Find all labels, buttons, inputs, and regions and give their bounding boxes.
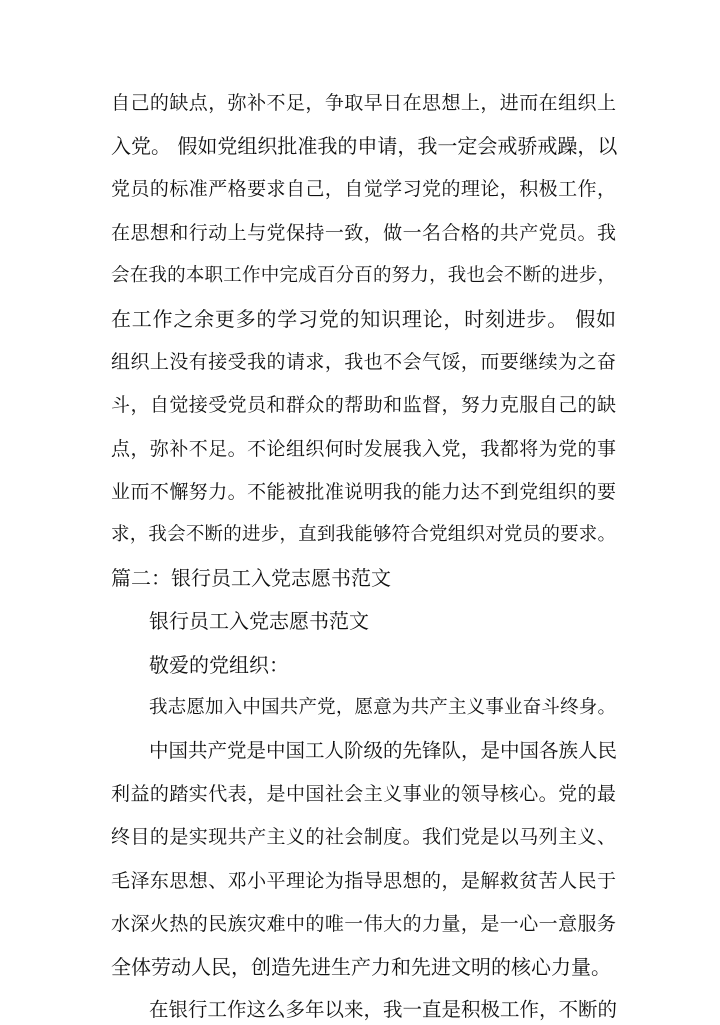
- paragraph-line: 组织上没有接受我的请求，我也不会气馁，而要继续为之奋: [111, 351, 616, 373]
- paragraph-line: 我志愿加入中国共产党，愿意为共产主义事业奋斗终身。: [149, 697, 616, 718]
- paragraph-line: 中国共产党是中国工人阶级的先锋队，是中国各族人民: [149, 739, 618, 762]
- paragraph-line: 自己的缺点，弥补不足，争取早日在思想上，进而在组织上: [111, 92, 616, 114]
- paragraph-line: 斗，自觉接受党员和群众的帮助和监督，努力克服自己的缺: [111, 394, 616, 416]
- paragraph-line: 会在我的本职工作中完成百分百的努力，我也会不断的进步，: [111, 265, 616, 286]
- paragraph-line: 入党。 假如党组织批准我的申请，我一定会戒骄戒躁，以: [111, 134, 618, 158]
- paragraph-line: 业而不懈努力。不能被批准说明我的能力达不到党组织的要: [111, 481, 616, 503]
- paragraph-line: 党员的标准严格要求自己，自觉学习党的理论，积极工作，: [111, 178, 616, 200]
- paragraph-line: 全体劳动人民，创造先进生产力和先进文明的核心力量。: [111, 955, 611, 979]
- paragraph-line: 毛泽东思想、邓小平理论为指导思想的，是解救贫苦人民于: [111, 870, 616, 892]
- paragraph-line: 利益的踏实代表，是中国社会主义事业的领导核心。党的最: [111, 783, 616, 805]
- paragraph-line: 求，我会不断的进步，直到我能够符合党组织对党员的要求。: [111, 524, 616, 545]
- document-title: 银行员工入党志愿书范文: [149, 609, 369, 633]
- paragraph-line: 在思想和行动上与党保持一致，做一名合格的共产党员。我: [111, 222, 616, 244]
- salutation: 敬爱的党组织：: [149, 653, 289, 677]
- paragraph-line: 在工作之余更多的学习党的知识理论，时刻进步。 假如: [111, 307, 616, 331]
- paragraph-line: 水深火热的民族灾难中的唯一伟大的力量，是一心一意服务: [111, 913, 616, 935]
- paragraph-line: 终目的是实现共产主义的社会制度。我们党是以马列主义、: [111, 826, 616, 848]
- paragraph-line: 在银行工作这么多年以来，我一直是积极工作，不断的: [149, 998, 618, 1021]
- section-heading: 篇二：银行员工入党志愿书范文: [111, 566, 391, 590]
- paragraph-line: 点，弥补不足。不论组织何时发展我入党，我都将为党的事: [111, 438, 616, 460]
